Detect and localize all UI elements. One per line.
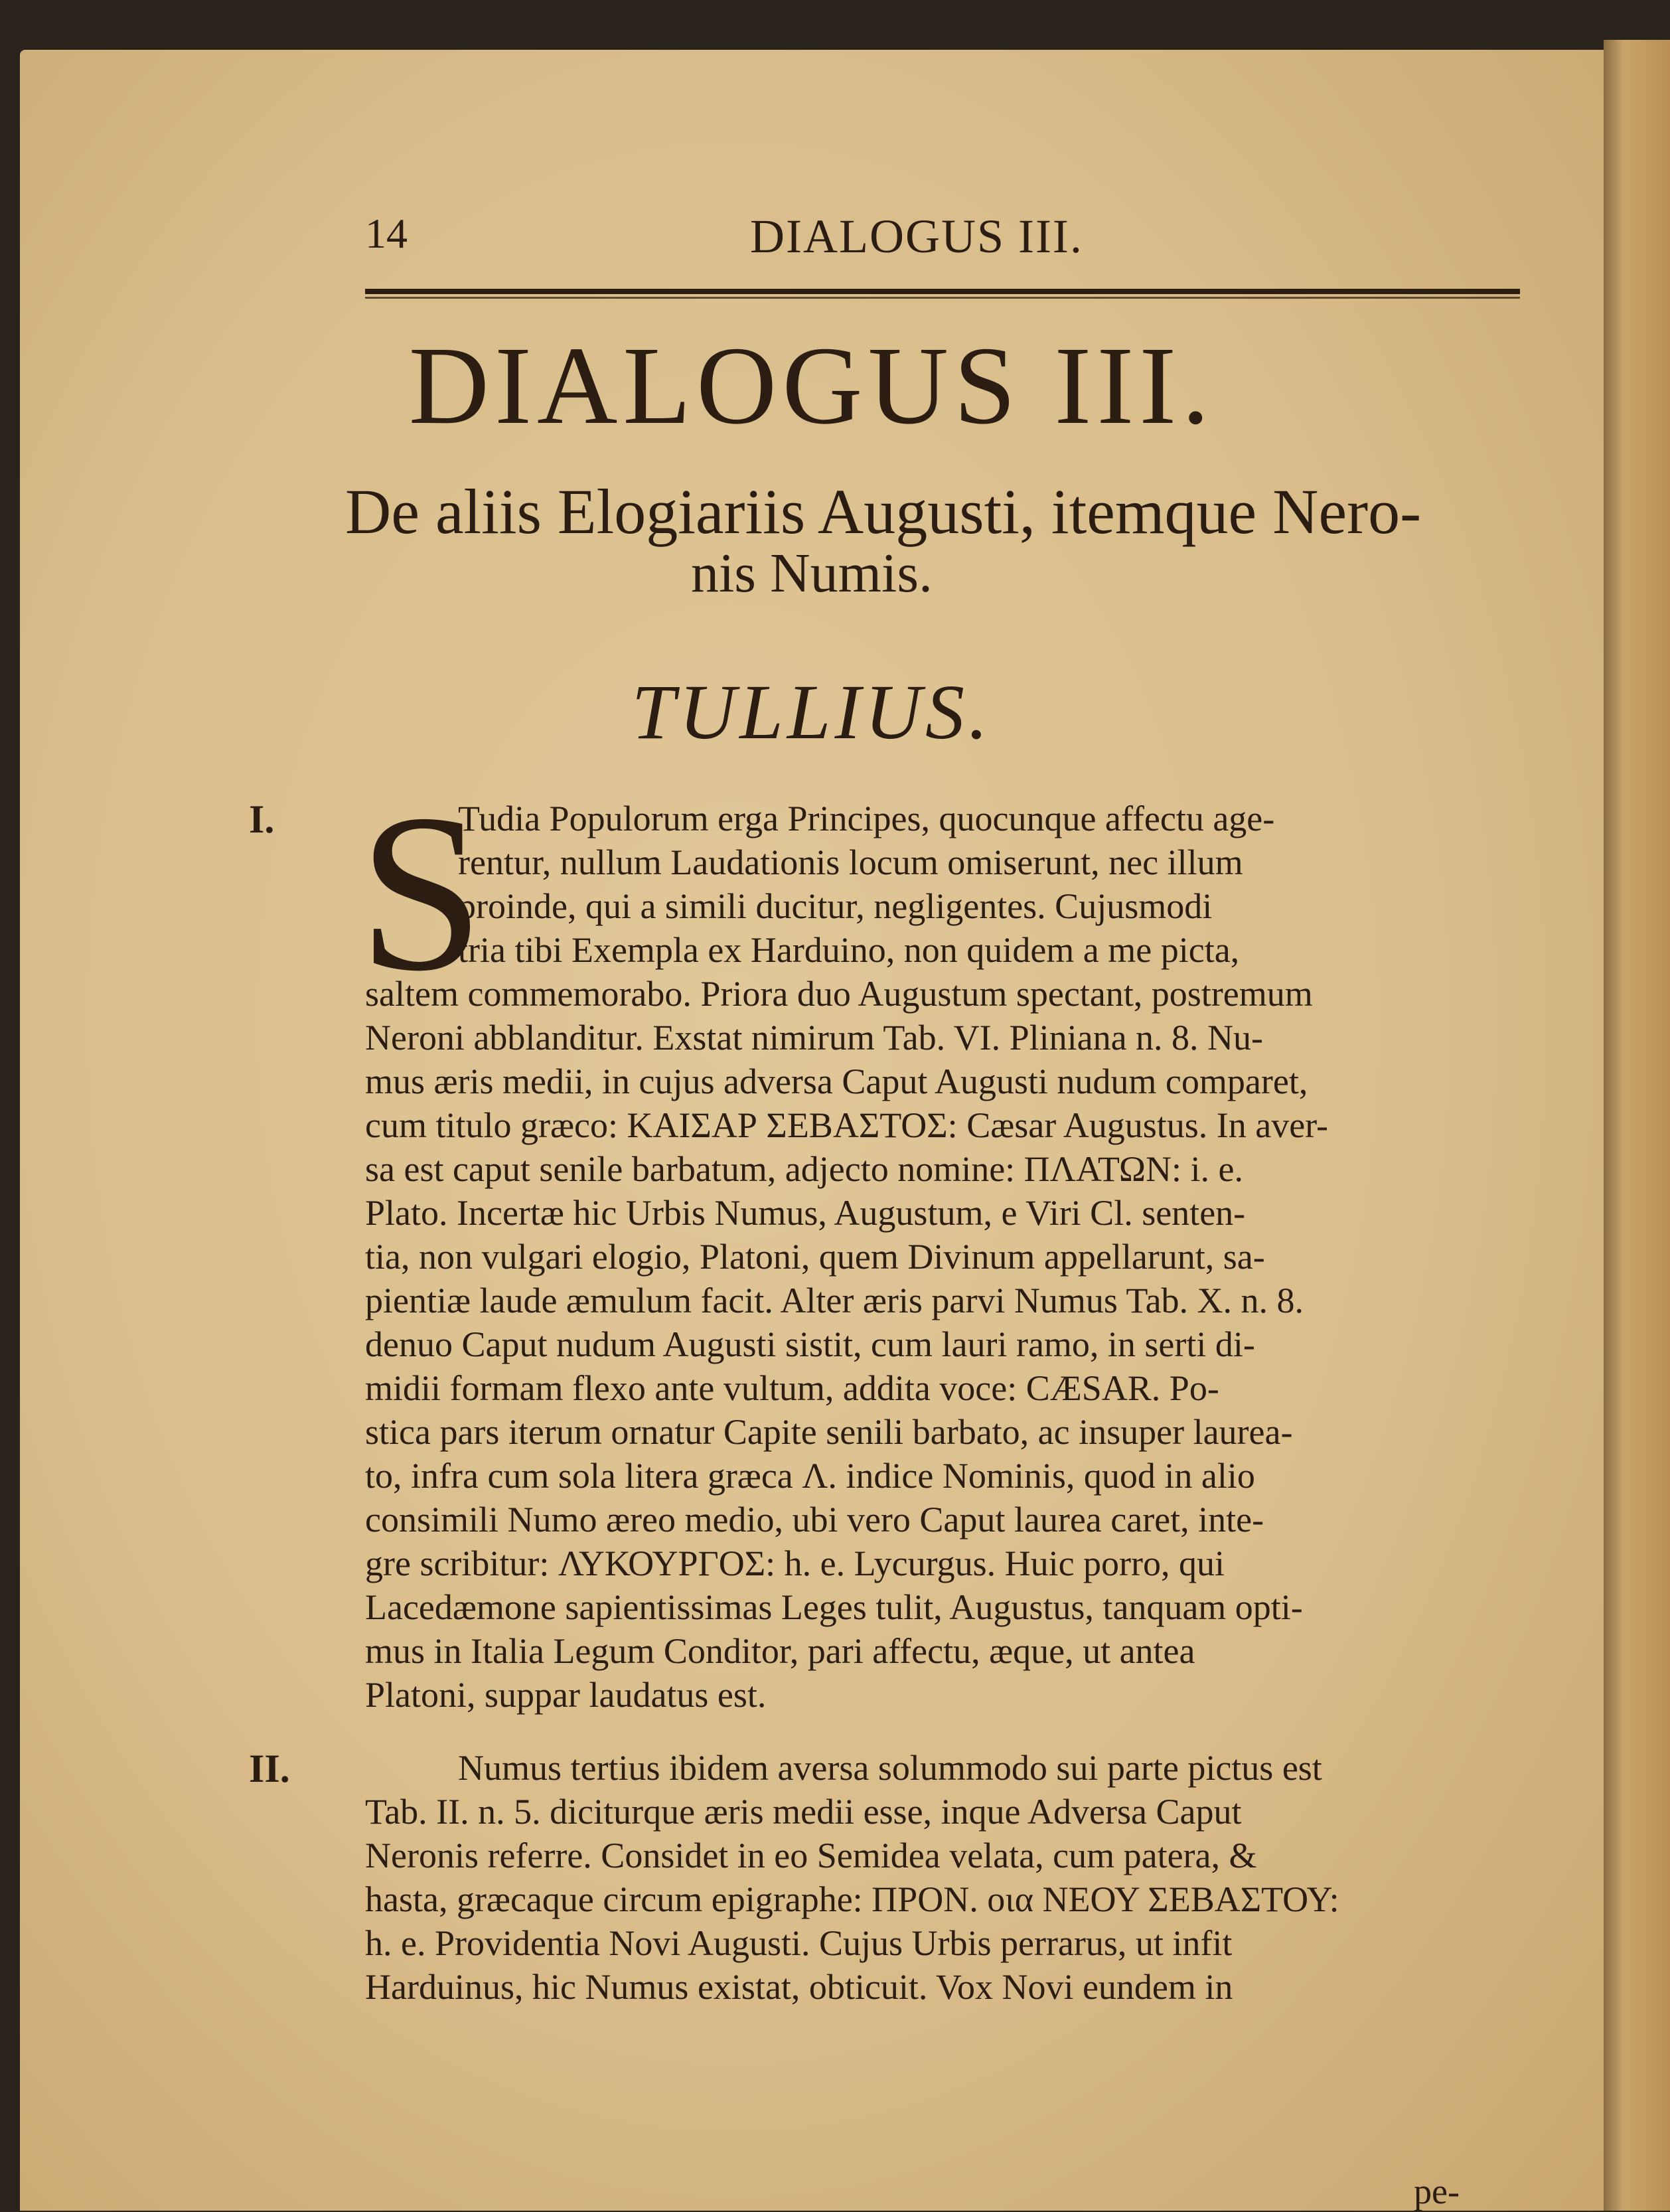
text-line: proinde, qui a simili ducitur, negligentes. Cujusmodi bbox=[458, 886, 1213, 926]
text-line: tia, non vulgari elogio, Platoni, quem Divinum appellarunt, sa- bbox=[365, 1237, 1265, 1277]
text-line: Lacedæmone sapientissimas Leges tulit, Augustus, tanquam opti- bbox=[365, 1587, 1303, 1627]
text-line: Tab. II. n. 5. diciturque æris medii esse, inque Adversa Caput bbox=[365, 1792, 1242, 1832]
text-line: Tudia Populorum erga Principes, quocunque affectu age- bbox=[458, 799, 1275, 838]
text-line: Harduinus, hic Numus existat, obticuit. Vox Novi eundem in bbox=[365, 1967, 1233, 2007]
text-line: stica pars iterum ornatur Capite senili barbato, ac insuper laurea- bbox=[365, 1412, 1293, 1452]
text-line: denuo Caput nudum Augusti sistit, cum lauri ramo, in serti di- bbox=[365, 1324, 1255, 1364]
running-head bbox=[20, 209, 1604, 269]
text-line: midii formam flexo ante vultum, addita voce: CÆSAR. Po- bbox=[365, 1368, 1219, 1408]
text-line: mus æris medii, in cujus adversa Caput Augusti nudum comparet, bbox=[365, 1062, 1308, 1101]
section-marker-1: I. bbox=[249, 797, 275, 841]
text-line: gre scribitur: ΛΥΚΟΥΡΓΟΣ: h. e. Lycurgus. Huic porro, qui bbox=[365, 1543, 1225, 1583]
text-line: Numus tertius ibidem aversa solummodo sui parte pictus est bbox=[458, 1748, 1322, 1788]
text-line: Platoni, suppar laudatus est. bbox=[365, 1675, 767, 1715]
text-line: cum titulo græco: ΚΑΙΣΑΡ ΣΕΒΑΣΤΟΣ: Cæsar Augustus. In aver- bbox=[365, 1105, 1329, 1145]
text-line: Plato. Incertæ hic Urbis Numus, Augustum, e Viri Cl. senten- bbox=[365, 1193, 1246, 1233]
text-line: sa est caput senile barbatum, adjecto nomine: ΠΛΑΤΩΝ: i. e. bbox=[365, 1149, 1243, 1189]
section-marker-2: II. bbox=[249, 1747, 290, 1790]
text-line: h. e. Providentia Novi Augusti. Cujus Urbis perrarus, ut infit bbox=[365, 1923, 1233, 1963]
chapter-subtitle-line-2: nis Numis. bbox=[690, 542, 933, 604]
page-number: 14 bbox=[365, 210, 408, 257]
text-line: hasta, græcaque circum epigraphe: ΠΡΟΝ. οια ΝΕΟΥ ΣΕΒΑΣΤΟΥ: bbox=[365, 1879, 1339, 1919]
text-line: Neronis referre. Considet in eo Semidea velata, cum patera, & bbox=[365, 1836, 1257, 1875]
text-line: tria tibi Exempla ex Harduino, non quidem a me picta, bbox=[458, 930, 1240, 970]
catchword: pe- bbox=[1414, 2172, 1460, 2211]
header-rule-thin bbox=[365, 297, 1520, 299]
speaker-heading: TULLIUS. bbox=[631, 669, 992, 755]
book-page bbox=[20, 50, 1604, 2211]
chapter-subtitle-line-1: De aliis Elogiariis Augusti, itemque Nero- bbox=[345, 476, 1422, 547]
text-line: mus in Italia Legum Conditor, pari affectu, æque, ut antea bbox=[365, 1631, 1195, 1671]
running-title: DIALOGUS III. bbox=[750, 210, 1083, 263]
chapter-title: DIALOGUS III. bbox=[408, 324, 1215, 447]
facing-page-edge bbox=[1604, 40, 1670, 2211]
text-line: to, infra cum sola litera græca Λ. indice Nominis, quod in alio bbox=[365, 1456, 1255, 1496]
text-line: pientiæ laude æmulum facit. Alter æris parvi Numus Tab. X. n. 8. bbox=[365, 1281, 1304, 1320]
text-line: consimili Numo æreo medio, ubi vero Caput laurea caret, inte- bbox=[365, 1500, 1264, 1540]
drop-cap: S bbox=[358, 767, 485, 1018]
text-line: Neroni abblanditur. Exstat nimirum Tab. VI. Pliniana n. 8. Nu- bbox=[365, 1018, 1264, 1058]
text-line: rentur, nullum Laudationis locum omiserunt, nec illum bbox=[458, 842, 1243, 882]
text-line: saltem commemorabo. Priora duo Augustum spectant, postremum bbox=[365, 974, 1313, 1014]
header-rule bbox=[365, 289, 1520, 294]
